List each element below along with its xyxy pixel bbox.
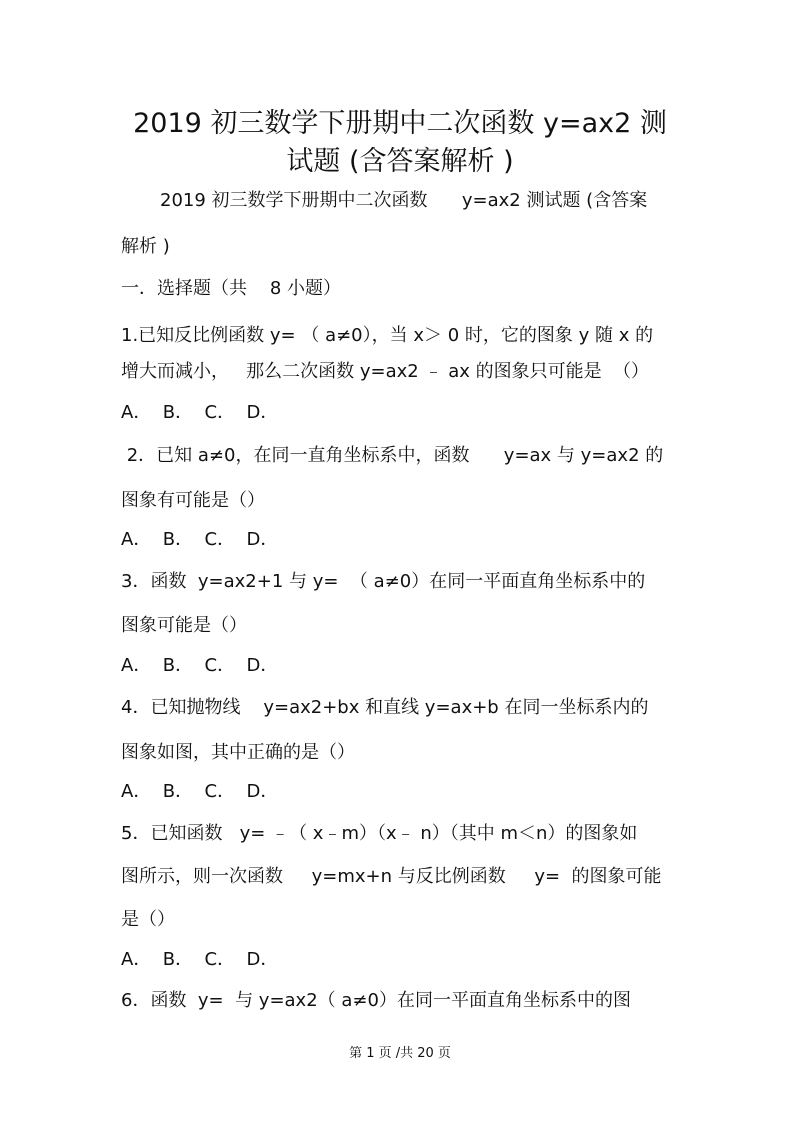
subtitle-line-2: 解析 )	[121, 236, 170, 257]
document-title-line-1: 2019 初三数学下册期中二次函数 y=ax2 测	[133, 108, 667, 139]
question-5-line-2: 图所示，则一次函数 y=mx+n 与反比例函数 y= 的图象可能	[121, 866, 662, 887]
question-4-options: A． B． C． D．	[121, 781, 279, 802]
question-1-line-2: 增大而减小， 那么二次函数 y=ax2 ﹣ ax 的图象只可能是 （）	[121, 361, 650, 382]
question-5-line-3: 是（）	[121, 909, 175, 930]
question-3-options: A． B． C． D．	[121, 655, 279, 676]
question-4-line-2: 图象如图，其中正确的是（）	[121, 742, 355, 763]
question-4-line-1: 4．已知抛物线 y=ax2+bx 和直线 y=ax+b 在同一坐标系内的	[121, 697, 649, 718]
question-3-line-2: 图象可能是（）	[121, 615, 247, 636]
question-2-options: A． B． C． D．	[121, 529, 279, 550]
question-3-line-1: 3．函数 y=ax2+1 与 y= （ a≠0）在同一平面直角坐标系中的	[121, 571, 646, 592]
question-2-line-1: 2．已知 a≠0，在同一直角坐标系中，函数 y=ax 与 y=ax2 的	[121, 445, 664, 466]
question-6-line-1: 6．函数 y= 与 y=ax2（ a≠0）在同一平面直角坐标系中的图	[121, 990, 631, 1011]
document-title-line-2: 试题 (含答案解析 )	[286, 146, 514, 177]
question-2-line-2: 图象有可能是（）	[121, 490, 265, 511]
question-5-options: A． B． C． D．	[121, 949, 279, 970]
subtitle-line-1: 2019 初三数学下册期中二次函数 y=ax2 测试题 (含答案	[160, 190, 648, 211]
question-1-line-1: 1.已知反比例函数 y= （ a≠0），当 x＞ 0 时，它的图象 y 随 x 的	[121, 325, 654, 346]
question-1-options: A． B． C． D．	[121, 402, 279, 423]
question-5-line-1: 5．已知函数 y= ﹣（ x﹣m）（x﹣ n）（其中 m＜n）的图象如	[121, 823, 638, 844]
page-footer: 第 1 页 /共 20 页	[349, 1046, 451, 1061]
section-heading: 一．选择题（共 8 小题）	[121, 278, 342, 299]
